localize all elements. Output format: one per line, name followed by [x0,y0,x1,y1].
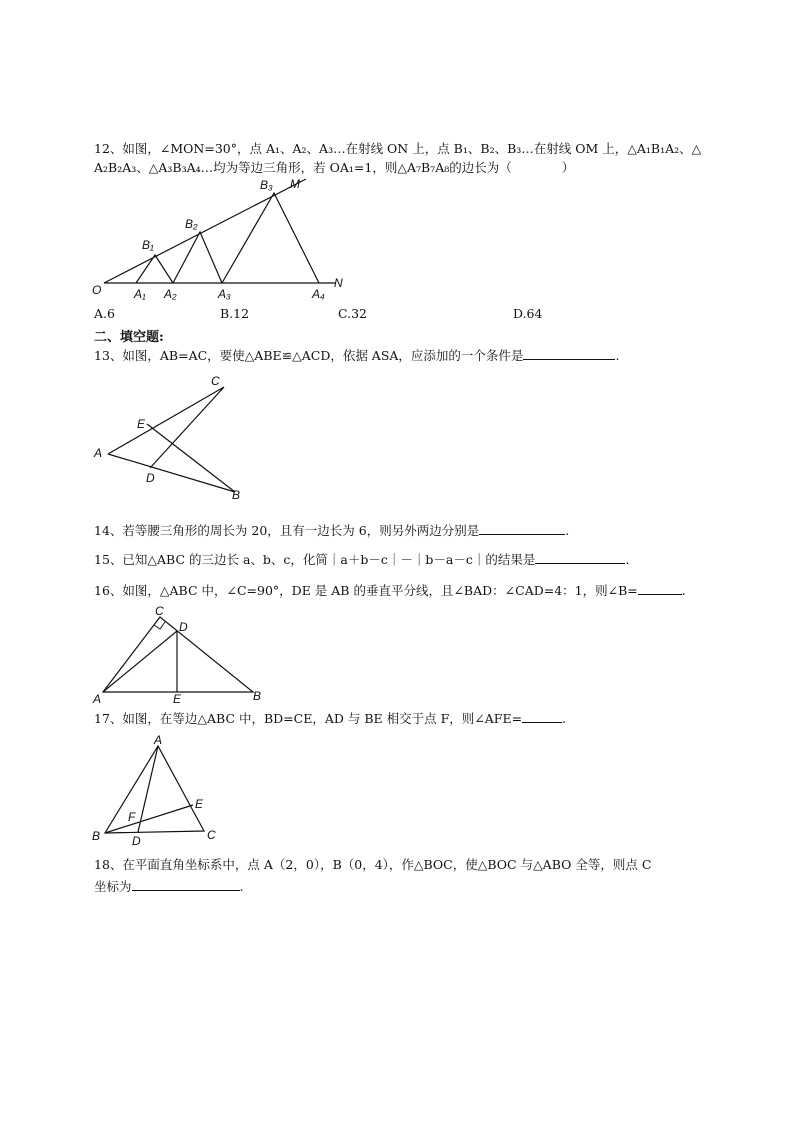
q15-text: 15、已知△ABC 的三边长 a、b、c，化简｜a＋b－c｜－｜b－a－c｜的结果是 . [94,552,630,567]
q12-line1: 12、如图，∠MON=30°，点 A₁、A₂、A₃…在射线 ON 上，点 B₁、B₂、B₃…在射线 OM 上，△A₁B₁A₂、△ [94,141,702,156]
q12-label-A1: A₁ [134,287,146,301]
q14-text: 14、若等腰三角形的周长为 20，且有一边长为 6，则另外两边分别是 . [94,523,570,538]
q12-label-O: O [92,283,102,297]
q12-figure [86,176,356,306]
q18-line2: 坐标为 . [94,879,244,894]
q12-option-a: A.6 [94,306,115,321]
q16-label-B: B [253,689,262,703]
q12-label-B1: B₁ [142,238,154,252]
q12-label-B2: B₂ [185,217,198,231]
q12-label-A3: A₃ [218,287,231,301]
q13-label-D: D [146,471,155,485]
q13-label-A: A [94,446,103,460]
q18-line1: 18、在平面直角坐标系中，点 A（2，0），B（0，4），作△BOC，使△BOC 与△ABO 全等，则点 C [94,857,652,872]
q12-option-c: C.32 [338,306,367,321]
q12-label-A2: A₂ [164,287,177,301]
q17-label-B: B [92,829,101,843]
section-title: 二、填空题: [94,330,164,345]
q12-option-d: D.64 [513,306,543,321]
q17-label-D: D [132,834,141,847]
q12-label-A4: A₄ [312,287,325,301]
q17-label-A: A [154,733,163,747]
q12-label-N: N [334,276,343,290]
q13-label-B: B [232,488,241,502]
q16-figure [90,604,270,704]
q12-label-M: M [290,177,300,191]
q17-text: 17、如图，在等边△ABC 中，BD=CE，AD 与 BE 相交于点 F，则∠AFE= . [94,711,567,726]
q12-option-b: B.12 [220,306,250,321]
q16-label-E: E [173,692,182,704]
q17-label-E: E [195,797,204,811]
q17-figure [88,732,228,847]
q16-text: 16、如图，△ABC 中，∠C=90°，DE 是 AB 的垂直平分线，且∠BAD：∠CAD=4：1，则∠B= . [94,583,686,598]
q12-line2: A₂B₂A₃、△A₃B₃A₄…均为等边三角形，若 OA₁=1，则△A₇B₇A₈的边长为（ ） [94,160,575,175]
q13-label-E: E [137,417,146,431]
q13-label-C: C [211,374,220,388]
q16-label-C: C [155,604,164,618]
q17-label-C: C [207,828,216,842]
q13-text: 13、如图，AB=AC，要使△ABE≌△ACD，依据 ASA，应添加的一个条件是 . [94,348,620,363]
q17-label-F: F [128,810,136,824]
q16-label-D: D [179,620,188,634]
q13-figure [90,370,250,505]
q16-label-A: A [93,692,102,704]
q12-label-B3: B₃ [260,178,273,192]
